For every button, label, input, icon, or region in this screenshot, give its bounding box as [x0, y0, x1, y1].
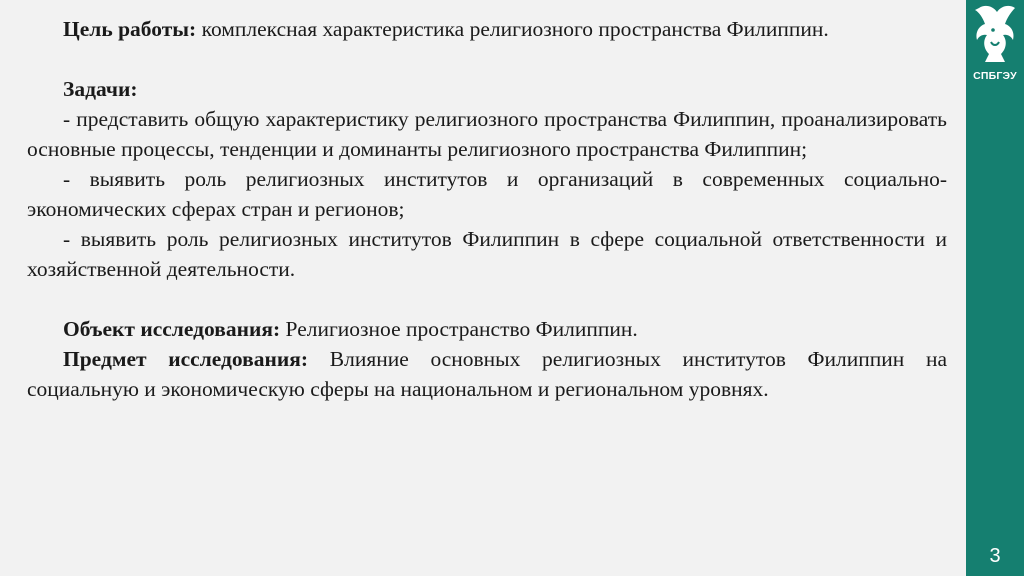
object-paragraph — [27, 314, 947, 344]
subject-label: Предмет исследования: — [63, 347, 309, 371]
subject-paragraph — [27, 344, 947, 404]
logo-text: СПБГЭУ — [973, 70, 1017, 82]
subject-text: Влияние основных религиозных институтов Филиппин на социальную и экономическую сферы на национальном и региональном уровнях. — [27, 347, 948, 401]
griffin-icon — [971, 2, 1019, 68]
task-item-3: - выявить роль религиозных институтов Филиппин в сфере социальной ответственности и хозяйственной деятельности. — [27, 227, 947, 281]
slide-content — [27, 14, 947, 404]
task-item-2: - выявить роль религиозных институтов и организаций в современных социально-экономических сферах стран и регионов; — [27, 167, 947, 221]
tasks-heading — [27, 74, 947, 104]
tasks-label: Задачи: — [63, 77, 138, 101]
task-item-1: - представить общую характеристику религиозного пространства Филиппин, проанализировать основные процессы, тенденции и доминанты религиозного пространства Филиппин; — [27, 107, 947, 161]
goal-text: комплексная характеристика религиозного пространства Филиппин. — [201, 17, 829, 41]
brand-sidebar — [966, 0, 1024, 576]
object-label: Объект исследования: — [63, 317, 281, 341]
goal-label: Цель работы: — [63, 17, 197, 41]
object-text: Религиозное пространство Филиппин. — [285, 317, 638, 341]
goal-paragraph — [27, 14, 947, 44]
page-number: 3 — [989, 545, 1001, 567]
